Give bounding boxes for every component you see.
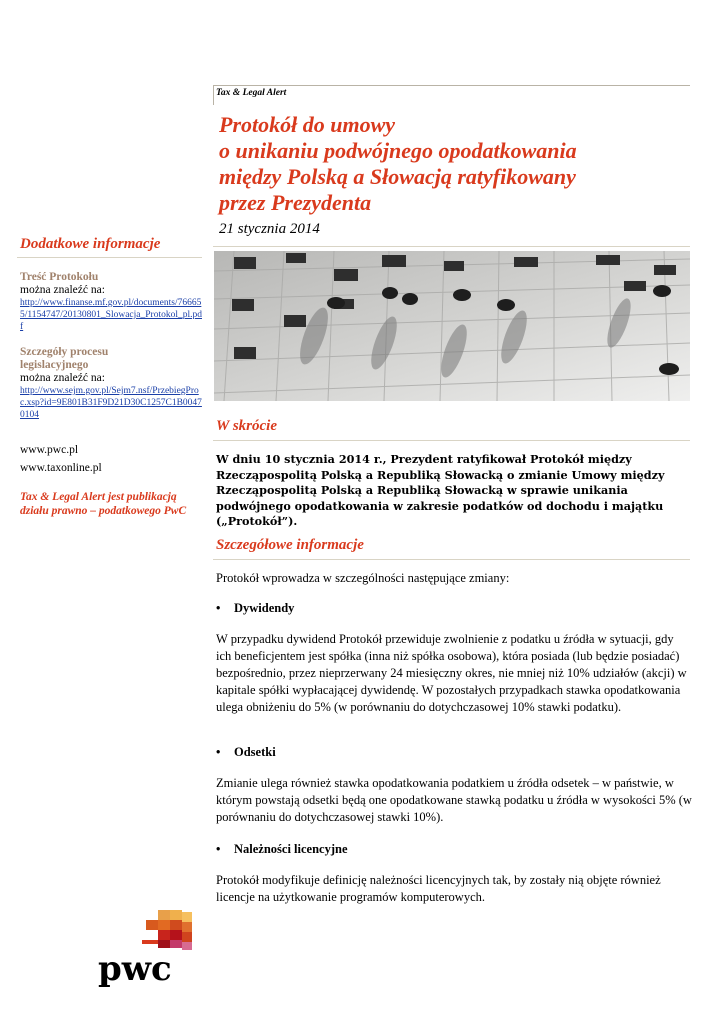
pedestrian-plaza-image — [214, 251, 690, 401]
sidebar-text: można znaleźć na: — [20, 284, 105, 296]
pwc-logo — [96, 908, 196, 998]
bullet-glyph: • — [216, 745, 221, 759]
pwc-logo-mark — [96, 908, 196, 998]
bullet-glyph: • — [216, 842, 221, 856]
logo-wordmark: pwc — [98, 949, 172, 989]
sidebar-heading: Dodatkowe informacje — [20, 236, 161, 252]
legislation-link[interactable]: http://www.sejm.gov.pl/Sejm7.nsf/PrzebiegProc.xsp?id=9E801B31F9D21D30C1257C1B00470104 — [20, 386, 202, 420]
summary-divider — [213, 440, 690, 441]
alert-label: Tax & Legal Alert — [216, 88, 287, 98]
bullet-royalties — [216, 842, 348, 857]
summary-heading: W skrócie — [216, 418, 277, 434]
website-taxonline[interactable]: www.taxonline.pl — [20, 462, 102, 474]
publisher-note: Tax & Legal Alert jest publikacją działu prawno – podatkowego PwC — [20, 491, 187, 517]
title-line: przez Prezydenta — [219, 190, 372, 215]
title-line: między Polską a Słowacją ratyfikowany — [219, 164, 576, 189]
sidebar-text: można znaleźć na: — [20, 372, 105, 384]
title-line: Protokół do umowy — [219, 112, 396, 137]
header-divider — [213, 85, 690, 86]
bullet-title: Dywidendy — [234, 601, 295, 615]
bullet-dividends — [216, 601, 294, 616]
summary-lead: W dniu 10 stycznia 2014 r., Prezydent ratyfikował Protokół między Rzecząpospolitą Polską a Republiką Słowacką o zmianie Umowy między Rzecząpospolitą Polską a Republiką Słowacką w sprawie unikania podwójnego opodatkowania w zakresie podatków od dochodu i majątku („Protokół”). — [216, 452, 665, 528]
sidebar-subheading-protocol: Treść Protokołu — [20, 271, 99, 283]
details-divider — [213, 559, 690, 560]
interest-text: Zmianie ulega również stawka opodatkowania podatkiem u źródła odsetek – w państwie, w którym powstają odsetki będą one opodatkowane stawką podatku u źródła w wysokości 5% (w porównaniu do dotychczasowej stawki 10%). — [216, 776, 692, 824]
details-intro: Protokół wprowadza w szczególności następujące zmiany: — [216, 571, 510, 585]
bullet-title: Odsetki — [234, 745, 276, 759]
publication-date: 21 stycznia 2014 — [219, 221, 320, 237]
sidebar-divider — [17, 257, 202, 258]
bullet-title: Należności licencyjne — [234, 842, 348, 856]
header-photo — [214, 251, 690, 401]
title-line: o unikaniu podwójnego opodatkowania — [219, 138, 577, 163]
bullet-interest — [216, 745, 276, 760]
website-pwc[interactable]: www.pwc.pl — [20, 444, 79, 456]
header-divider-vertical — [213, 85, 214, 105]
details-heading: Szczegółowe informacje — [216, 537, 364, 553]
bullet-glyph: • — [216, 601, 221, 615]
protocol-link[interactable]: http://www.finanse.mf.gov.pl/documents/766655/1154747/20130801_Slowacja_Protokol_pl.pdf — [20, 298, 202, 332]
sidebar-subheading-legislation: Szczegóły procesu legislacyjnego — [20, 346, 109, 371]
dividends-text: W przypadku dywidend Protokół przewiduje zwolnienie z podatku u źródła w sytuacji, gdy ich beneficjentem jest spółka (inna niż spółka osobowa), która posiada (lub będzie posiadać) bezpośrednio, przez nieprzerwany 24 miesięczny okres, nie mniej niż 10% udziałów (akcji) w kapitale spółki wypłacającej dywidendę. W pozostałych przypadkach stawka opodatkowania ulega obniżeniu do 5% (w porównaniu do dotychczasowej 10% stawki podatku). — [216, 632, 687, 714]
document-title — [219, 112, 699, 216]
royalties-text: Protokół modyfikuje definicję należności licencyjnych tak, by zostały nią objęte również licencje na użytkowanie programów komputerowych. — [216, 873, 661, 904]
date-divider — [213, 246, 690, 247]
